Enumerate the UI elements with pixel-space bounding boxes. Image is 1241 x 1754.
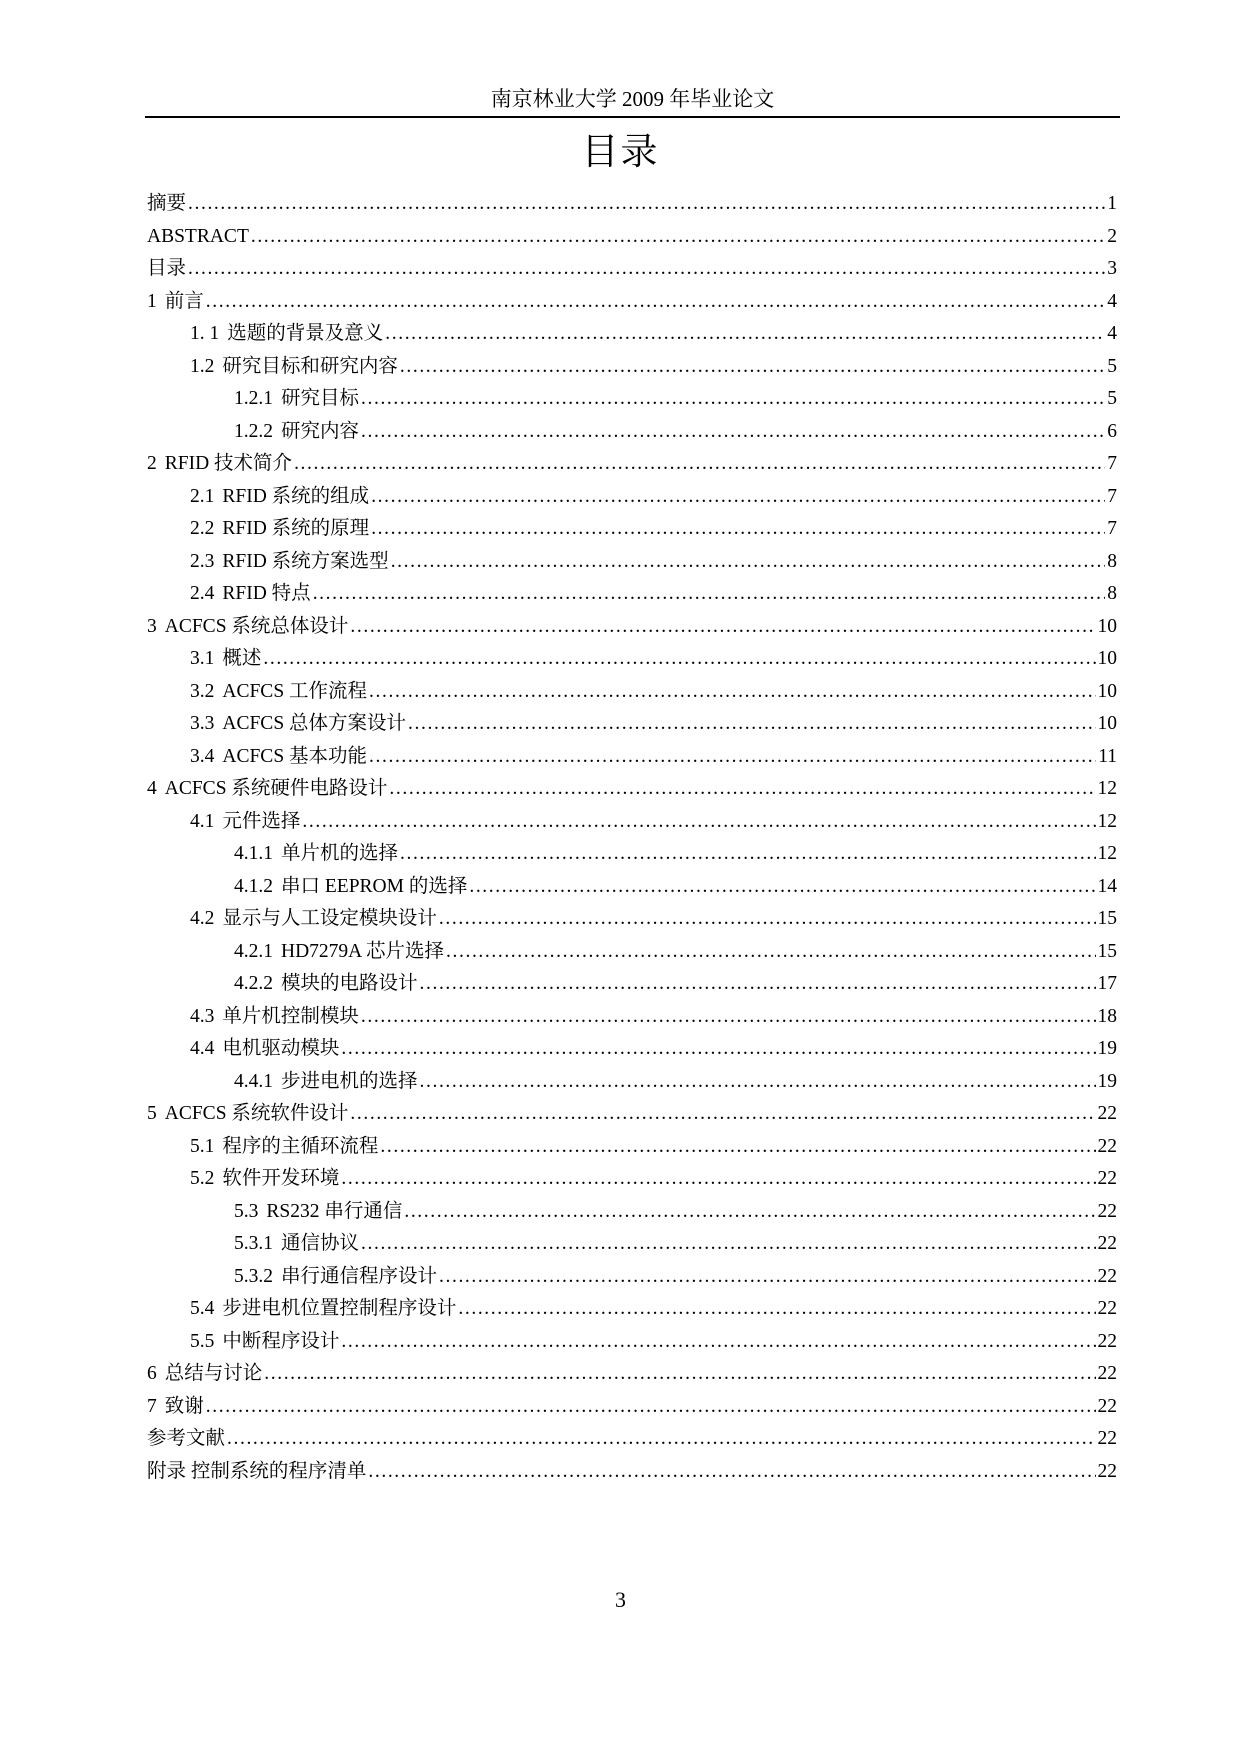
toc-entry-page: 1 xyxy=(1107,193,1117,214)
toc-entry[interactable] xyxy=(147,1001,1117,1034)
toc-entry-page: 5 xyxy=(1107,355,1117,377)
toc-entry-title: 研究目标 xyxy=(281,388,360,409)
toc-entry-number: 1.2 xyxy=(190,355,215,377)
toc-entry-number: 4.2 xyxy=(190,908,215,929)
toc-entry[interactable] xyxy=(147,1066,1117,1099)
dot-leader xyxy=(369,676,1095,709)
toc-entry-page: 2 xyxy=(1107,225,1117,247)
toc-entry-page: 22 xyxy=(1097,1168,1117,1189)
dot-leader xyxy=(420,1066,1096,1099)
dot-leader xyxy=(361,383,1105,416)
toc-entry-page: 15 xyxy=(1097,908,1117,929)
toc-entry-page: 7 xyxy=(1107,453,1117,474)
toc-entry[interactable] xyxy=(147,1358,1117,1391)
dot-leader xyxy=(263,643,1095,676)
toc-entry-page: 22 xyxy=(1097,1233,1117,1254)
dot-leader xyxy=(371,481,1105,514)
toc-entry[interactable] xyxy=(147,383,1117,416)
toc-entry[interactable] xyxy=(147,806,1117,839)
toc-entry-page: 8 xyxy=(1107,583,1117,604)
toc-entry-page: 10 xyxy=(1097,615,1117,637)
dot-leader xyxy=(400,351,1105,384)
dot-leader xyxy=(385,318,1105,351)
toc-entry-title: 显示与人工设定模块设计 xyxy=(222,908,437,929)
toc-entry[interactable] xyxy=(147,318,1117,351)
toc-entry[interactable] xyxy=(147,1228,1117,1261)
toc-entry-number: 6 xyxy=(147,1363,157,1384)
toc-entry[interactable] xyxy=(147,1391,1117,1424)
toc-entry-number: 7 xyxy=(147,1395,157,1417)
running-header: 南京林业大学 2009 年毕业论文 xyxy=(490,87,775,111)
toc-entry[interactable] xyxy=(147,416,1117,449)
toc-entry[interactable] xyxy=(147,286,1117,319)
toc-entry[interactable] xyxy=(147,513,1117,546)
toc-entry[interactable] xyxy=(147,221,1117,254)
toc-entry-number: 3.2 xyxy=(190,680,215,702)
toc-entry-title: ACFCS 系统硬件电路设计 xyxy=(164,778,388,799)
toc-entry-title: RFID 系统的原理 xyxy=(222,518,370,539)
toc-entry[interactable] xyxy=(147,1033,1117,1066)
toc-entry[interactable] xyxy=(147,708,1117,741)
toc-entry-page: 12 xyxy=(1097,810,1117,832)
toc-entry-title: RFID 系统的组成 xyxy=(222,485,370,507)
toc-entry-number: 3.1 xyxy=(190,648,215,669)
toc-entry-number: 4.4.1 xyxy=(234,1070,273,1092)
dot-leader xyxy=(361,1001,1096,1034)
dot-leader xyxy=(341,1033,1095,1066)
dot-leader xyxy=(420,968,1096,1001)
toc-entry-number: 4.1 xyxy=(190,810,215,832)
toc-entry-number: 4 xyxy=(147,778,157,799)
toc-entry[interactable] xyxy=(147,968,1117,1001)
toc-entry-number: 2 xyxy=(147,453,157,474)
toc-entry[interactable] xyxy=(147,546,1117,579)
toc-entry-page: 22 xyxy=(1097,1428,1117,1449)
toc-entry[interactable] xyxy=(147,481,1117,514)
toc-entry-page: 22 xyxy=(1097,1103,1117,1124)
toc-entry-page: 10 xyxy=(1097,680,1117,702)
toc-entry-page: 17 xyxy=(1097,973,1117,994)
toc-entry-page: 19 xyxy=(1097,1070,1117,1092)
toc-entry[interactable] xyxy=(147,351,1117,384)
toc-entry-title: RFID 技术简介 xyxy=(164,453,293,474)
dot-leader xyxy=(380,1131,1095,1164)
toc-entry-page: 5 xyxy=(1107,388,1117,409)
toc-entry-number: 3.4 xyxy=(190,745,215,767)
toc-entry[interactable] xyxy=(147,1131,1117,1164)
toc-entry-number: 5.3 xyxy=(234,1200,259,1222)
toc-entry-title: RFID 特点 xyxy=(222,583,311,604)
toc-entry[interactable] xyxy=(147,253,1117,286)
toc-entry-title: 程序的主循环流程 xyxy=(222,1135,379,1157)
toc-entry-page: 22 xyxy=(1097,1330,1117,1352)
dot-leader xyxy=(350,611,1095,644)
toc-entry-title: 前言 xyxy=(164,290,204,312)
toc-entry-title: ABSTRACT xyxy=(147,225,249,247)
toc-entry-page: 6 xyxy=(1107,420,1117,442)
table-of-contents xyxy=(147,188,1117,1488)
toc-entry-page: 22 xyxy=(1097,1135,1117,1157)
dot-leader xyxy=(227,1423,1095,1456)
toc-entry-title: RS232 串行通信 xyxy=(266,1200,403,1222)
toc-entry-title: 中断程序设计 xyxy=(222,1330,340,1352)
toc-entry-page: 22 xyxy=(1097,1395,1117,1417)
toc-entry[interactable] xyxy=(147,188,1117,221)
toc-entry-page: 7 xyxy=(1107,485,1117,507)
dot-leader xyxy=(369,741,1096,774)
toc-entry-title: 目录 xyxy=(147,258,187,279)
toc-entry[interactable] xyxy=(147,578,1117,611)
toc-entry-title: 研究内容 xyxy=(281,420,360,442)
toc-entry-title: 参考文献 xyxy=(147,1428,226,1449)
dot-leader xyxy=(439,903,1096,936)
toc-entry-title: 步进电机的选择 xyxy=(281,1070,418,1092)
dot-leader xyxy=(361,416,1105,449)
toc-entry-number: 5.5 xyxy=(190,1330,215,1352)
toc-entry-page: 14 xyxy=(1097,875,1117,897)
dot-leader xyxy=(408,708,1095,741)
toc-entry[interactable] xyxy=(147,1261,1117,1294)
toc-entry[interactable] xyxy=(147,643,1117,676)
toc-entry-title: 致谢 xyxy=(164,1395,204,1417)
toc-entry-title: 附录 控制系统的程序清单 xyxy=(147,1460,367,1482)
toc-entry-page: 18 xyxy=(1097,1005,1117,1027)
dot-leader xyxy=(469,871,1095,904)
dot-leader xyxy=(206,1391,1096,1424)
dot-leader xyxy=(350,1098,1095,1131)
toc-entry-number: 1. 1 xyxy=(190,323,220,344)
toc-entry-number: 1 xyxy=(147,290,157,312)
toc-entry-number: 5.3.1 xyxy=(234,1233,273,1254)
toc-entry-page: 15 xyxy=(1097,940,1117,962)
toc-entry-title: ACFCS 基本功能 xyxy=(222,745,368,767)
toc-entry[interactable] xyxy=(147,1326,1117,1359)
toc-entry-title: 串口 EEPROM 的选择 xyxy=(281,875,468,897)
toc-entry-number: 1.2.1 xyxy=(234,388,273,409)
toc-entry-number: 3.3 xyxy=(190,713,215,734)
toc-entry[interactable] xyxy=(147,1293,1117,1326)
toc-entry-page: 10 xyxy=(1097,648,1117,669)
toc-entry-page: 11 xyxy=(1098,745,1117,767)
toc-entry-title: ACFCS 系统软件设计 xyxy=(164,1103,349,1124)
toc-entry-title: 总结与讨论 xyxy=(164,1363,263,1384)
page-number: 3 xyxy=(615,1587,626,1612)
toc-entry-title: ACFCS 系统总体设计 xyxy=(164,615,349,637)
toc-entry[interactable] xyxy=(147,1098,1117,1131)
toc-entry-page: 4 xyxy=(1107,323,1117,344)
toc-entry-number: 4.3 xyxy=(190,1005,215,1027)
toc-entry-title: 串行通信程序设计 xyxy=(281,1265,438,1287)
toc-entry-title: HD7279A 芯片选择 xyxy=(281,940,445,962)
toc-entry[interactable] xyxy=(147,1423,1117,1456)
toc-entry-page: 22 xyxy=(1097,1298,1117,1319)
toc-entry-title: RFID 系统方案选型 xyxy=(222,550,389,572)
toc-entry-title: 选题的背景及意义 xyxy=(227,323,384,344)
toc-entry[interactable] xyxy=(147,741,1117,774)
toc-entry-title: 模块的电路设计 xyxy=(281,973,418,994)
toc-entry-page: 12 xyxy=(1097,778,1117,799)
dot-leader xyxy=(341,1163,1095,1196)
toc-entry-title: 单片机控制模块 xyxy=(222,1005,359,1027)
toc-entry-title: 摘要 xyxy=(147,193,187,214)
toc-entry-number: 4.1.2 xyxy=(234,875,273,897)
toc-entry[interactable] xyxy=(147,448,1117,481)
toc-entry-page: 7 xyxy=(1107,518,1117,539)
dot-leader xyxy=(458,1293,1095,1326)
toc-entry[interactable] xyxy=(147,611,1117,644)
toc-entry-number: 2.1 xyxy=(190,485,215,507)
toc-entry[interactable] xyxy=(147,773,1117,806)
toc-entry-number: 5.4 xyxy=(190,1298,215,1319)
dot-leader xyxy=(368,1456,1095,1489)
dot-leader xyxy=(439,1261,1095,1294)
toc-entry-number: 2.2 xyxy=(190,518,215,539)
toc-entry-number: 4.2.2 xyxy=(234,973,273,994)
toc-entry-page: 3 xyxy=(1107,258,1117,279)
toc-entry-title: 研究目标和研究内容 xyxy=(222,355,398,377)
toc-entry-number: 3 xyxy=(147,615,157,637)
dot-leader xyxy=(400,838,1095,871)
toc-entry-title: 电机驱动模块 xyxy=(222,1038,340,1059)
dot-leader xyxy=(264,1358,1095,1391)
dot-leader xyxy=(294,448,1105,481)
toc-entry-title: ACFCS 工作流程 xyxy=(222,680,368,702)
dot-leader xyxy=(371,513,1105,546)
toc-entry-number: 4.1.1 xyxy=(234,843,273,864)
toc-entry-page: 22 xyxy=(1097,1265,1117,1287)
toc-entry[interactable] xyxy=(147,676,1117,709)
toc-entry-number: 5 xyxy=(147,1103,157,1124)
toc-entry-page: 22 xyxy=(1097,1363,1117,1384)
dot-leader xyxy=(391,546,1106,579)
toc-entry-title: 概述 xyxy=(222,648,262,669)
dot-leader xyxy=(313,578,1106,611)
toc-entry-title: 软件开发环境 xyxy=(222,1168,340,1189)
toc-entry-page: 4 xyxy=(1107,290,1117,312)
dot-leader xyxy=(404,1196,1095,1229)
dot-leader xyxy=(188,188,1105,221)
toc-entry-page: 22 xyxy=(1097,1200,1117,1222)
dot-leader xyxy=(361,1228,1095,1261)
toc-entry[interactable] xyxy=(147,838,1117,871)
toc-entry-title: 单片机的选择 xyxy=(281,843,399,864)
toc-entry-page: 22 xyxy=(1097,1460,1117,1482)
header-rule xyxy=(145,116,1120,118)
toc-entry-number: 4.4 xyxy=(190,1038,215,1059)
toc-entry-page: 19 xyxy=(1097,1038,1117,1059)
toc-entry[interactable] xyxy=(147,903,1117,936)
toc-entry-title: 步进电机位置控制程序设计 xyxy=(222,1298,457,1319)
dot-leader xyxy=(206,286,1105,319)
page-title: 目录 xyxy=(581,132,660,173)
toc-entry[interactable] xyxy=(147,936,1117,969)
dot-leader xyxy=(389,773,1095,806)
toc-entry-number: 5.3.2 xyxy=(234,1265,273,1287)
toc-entry-title: 元件选择 xyxy=(222,810,301,832)
toc-entry[interactable] xyxy=(147,1163,1117,1196)
toc-entry[interactable] xyxy=(147,1196,1117,1229)
toc-entry[interactable] xyxy=(147,871,1117,904)
toc-entry[interactable] xyxy=(147,1456,1117,1489)
dot-leader xyxy=(188,253,1105,286)
toc-entry-page: 12 xyxy=(1097,843,1117,864)
toc-entry-number: 2.3 xyxy=(190,550,215,572)
dot-leader xyxy=(446,936,1095,969)
dot-leader xyxy=(341,1326,1095,1359)
toc-entry-number: 5.1 xyxy=(190,1135,215,1157)
toc-entry-number: 5.2 xyxy=(190,1168,215,1189)
toc-entry-title: ACFCS 总体方案设计 xyxy=(222,713,407,734)
dot-leader xyxy=(251,221,1105,254)
dot-leader xyxy=(302,806,1095,839)
toc-entry-number: 2.4 xyxy=(190,583,215,604)
toc-entry-number: 1.2.2 xyxy=(234,420,273,442)
toc-entry-title: 通信协议 xyxy=(281,1233,360,1254)
toc-entry-page: 10 xyxy=(1097,713,1117,734)
toc-entry-number: 4.2.1 xyxy=(234,940,273,962)
toc-entry-page: 8 xyxy=(1107,550,1117,572)
